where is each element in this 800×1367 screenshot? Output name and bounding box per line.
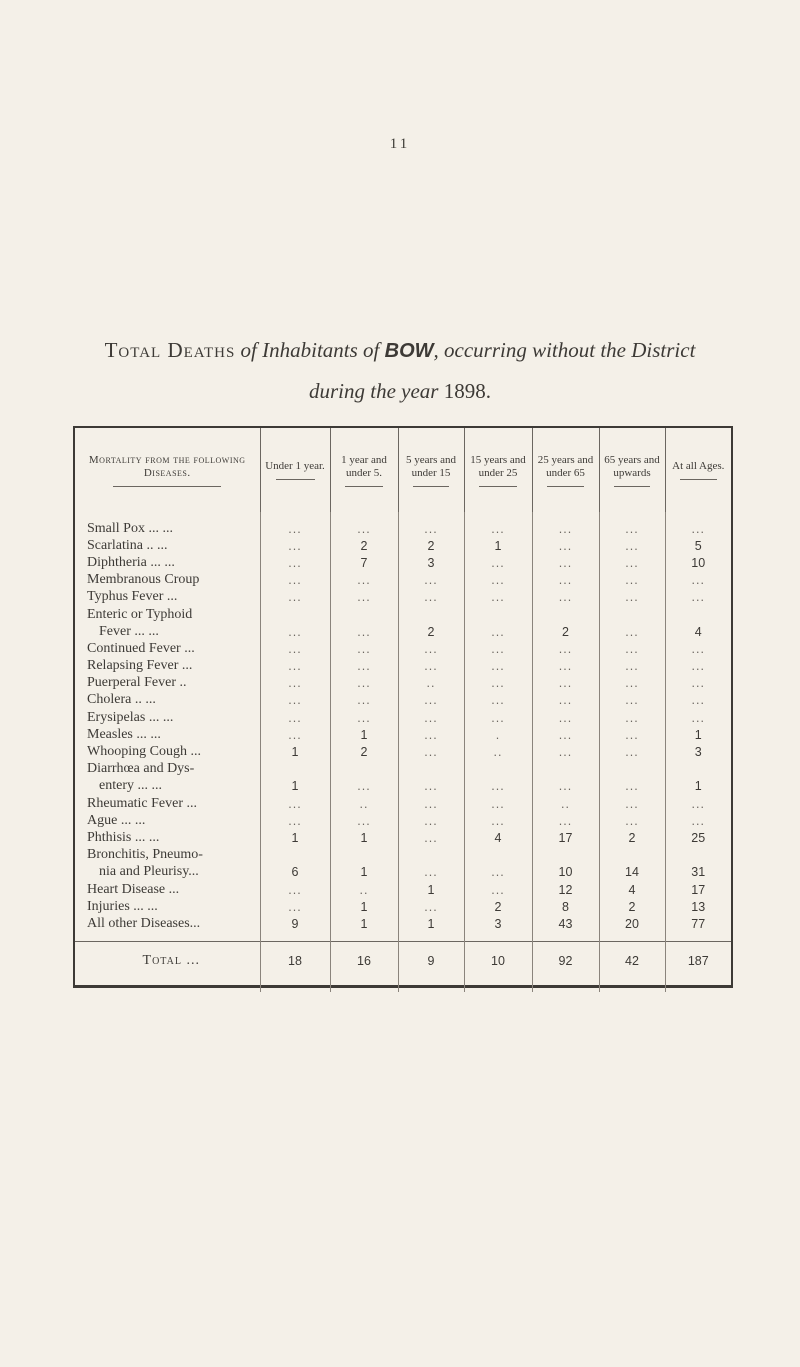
disease-name: Continued Fever ... [87, 640, 195, 656]
cell-15-to-25: ... [464, 623, 532, 640]
cell-1-to-5: 1 [330, 915, 398, 932]
cell-25-to-65: ... [532, 743, 599, 760]
table-row [75, 761, 731, 778]
cell-all-ages: 5 [665, 537, 731, 554]
cell-5-to-15: 3 [398, 554, 464, 571]
cell-5-to-15: ... [398, 778, 464, 795]
total-under-1: 18 [260, 941, 330, 980]
table-row [75, 795, 731, 812]
disease-name: Erysipelas ... ... [87, 709, 174, 725]
cell-all-ages: ... [665, 812, 731, 829]
header-5-to-15: 5 years and under 15 [398, 428, 464, 512]
cell-1-to-5: ... [330, 572, 398, 589]
cell-1-to-5 [330, 606, 398, 623]
cell-5-to-15: ... [398, 898, 464, 915]
cell-all-ages: 3 [665, 743, 731, 760]
cell-all-ages: ... [665, 640, 731, 657]
cell-5-to-15: ... [398, 829, 464, 846]
total-label: Total ... [75, 941, 260, 980]
cell-25-to-65: 10 [532, 864, 599, 881]
cell-1-to-5: 1 [330, 898, 398, 915]
cell-under-1: ... [260, 658, 330, 675]
cell-1-to-5: ... [330, 640, 398, 657]
cell-25-to-65: ... [532, 726, 599, 743]
cell-all-ages: ... [665, 572, 731, 589]
disease-name: Heart Disease ... [87, 881, 180, 897]
table-row [75, 537, 731, 554]
cell-25-to-65: 43 [532, 915, 599, 932]
table-row [75, 675, 731, 692]
cell-15-to-25: ... [464, 795, 532, 812]
cell-15-to-25: ... [464, 589, 532, 606]
cell-25-to-65: ... [532, 589, 599, 606]
total-5-to-15: 9 [398, 941, 464, 980]
table-row [75, 554, 731, 571]
cell-under-1: ... [260, 675, 330, 692]
total-15-to-25: 10 [464, 941, 532, 980]
cell-5-to-15: .. [398, 675, 464, 692]
disease-name: Diarrhœa and Dys- [87, 761, 195, 777]
cell-5-to-15: ... [398, 692, 464, 709]
table-row [75, 726, 731, 743]
cell-25-to-65: ... [532, 812, 599, 829]
title-total-deaths: Total Deaths [104, 338, 236, 362]
cell-all-ages: 31 [665, 864, 731, 881]
disease-name: Typhus Fever ... [87, 589, 178, 605]
title-line-2 [60, 371, 740, 411]
cell-1-to-5 [330, 847, 398, 864]
cell-65-upwards: ... [599, 692, 665, 709]
cell-1-to-5: ... [330, 623, 398, 640]
cell-65-upwards: 14 [599, 864, 665, 881]
cell-1-to-5: ... [330, 589, 398, 606]
mortality-table [75, 428, 731, 992]
cell-1-to-5: ... [330, 778, 398, 795]
table-row [75, 589, 731, 606]
title-of-inhabitants: of Inhabitants of [235, 338, 385, 362]
disease-name: Scarlatina .. ... [87, 537, 168, 553]
cell-5-to-15 [398, 761, 464, 778]
cell-25-to-65: 12 [532, 881, 599, 898]
cell-under-1: ... [260, 898, 330, 915]
cell-15-to-25 [464, 606, 532, 623]
table-row [75, 898, 731, 915]
cell-15-to-25: ... [464, 640, 532, 657]
cell-65-upwards: ... [599, 675, 665, 692]
cell-all-ages [665, 606, 731, 623]
cell-all-ages: 10 [665, 554, 731, 571]
cell-under-1: 1 [260, 778, 330, 795]
table-row [75, 623, 731, 640]
cell-65-upwards: ... [599, 658, 665, 675]
table-row [75, 864, 731, 881]
cell-25-to-65: 2 [532, 623, 599, 640]
cell-65-upwards: ... [599, 812, 665, 829]
cell-1-to-5: ... [330, 520, 398, 537]
cell-5-to-15: ... [398, 520, 464, 537]
cell-under-1: ... [260, 623, 330, 640]
cell-25-to-65: ... [532, 537, 599, 554]
cell-under-1: ... [260, 554, 330, 571]
table-row [75, 829, 731, 846]
cell-all-ages [665, 847, 731, 864]
table-row [75, 692, 731, 709]
header-disease: Mortality from the following Diseases. [75, 428, 260, 512]
table-row [75, 743, 731, 760]
cell-65-upwards: 2 [599, 898, 665, 915]
cell-1-to-5: 2 [330, 537, 398, 554]
cell-65-upwards: ... [599, 709, 665, 726]
cell-15-to-25: ... [464, 864, 532, 881]
cell-65-upwards: 20 [599, 915, 665, 932]
cell-5-to-15: ... [398, 812, 464, 829]
cell-5-to-15 [398, 606, 464, 623]
cell-1-to-5: .. [330, 795, 398, 812]
disease-name: Fever ... ... [99, 623, 159, 639]
cell-65-upwards: ... [599, 520, 665, 537]
cell-65-upwards: ... [599, 554, 665, 571]
cell-all-ages: ... [665, 709, 731, 726]
cell-15-to-25: ... [464, 709, 532, 726]
title-occurring: , occurring without the District [433, 338, 696, 362]
cell-all-ages: 17 [665, 881, 731, 898]
cell-65-upwards: ... [599, 726, 665, 743]
cell-15-to-25: ... [464, 778, 532, 795]
cell-25-to-65: 17 [532, 829, 599, 846]
table-header-row [75, 428, 731, 512]
cell-15-to-25 [464, 761, 532, 778]
table-row [75, 572, 731, 589]
disease-name: Enteric or Typhoid [87, 606, 193, 622]
disease-name: Ague ... ... [87, 812, 146, 828]
cell-all-ages: 1 [665, 726, 731, 743]
cell-25-to-65: 8 [532, 898, 599, 915]
cell-under-1 [260, 847, 330, 864]
title-district-name: BOW [384, 340, 434, 362]
cell-under-1: 1 [260, 743, 330, 760]
cell-15-to-25: .. [464, 743, 532, 760]
cell-all-ages: ... [665, 692, 731, 709]
cell-5-to-15: 1 [398, 915, 464, 932]
table-row [75, 847, 731, 864]
cell-under-1: 6 [260, 864, 330, 881]
cell-under-1: ... [260, 520, 330, 537]
cell-15-to-25: ... [464, 881, 532, 898]
cell-15-to-25: 2 [464, 898, 532, 915]
table-row [75, 658, 731, 675]
table-row [75, 778, 731, 795]
page-number: 11 [389, 136, 411, 152]
disease-name: All other Diseases... [87, 915, 201, 931]
cell-under-1: ... [260, 881, 330, 898]
cell-65-upwards: 2 [599, 829, 665, 846]
cell-5-to-15: ... [398, 589, 464, 606]
table-body [75, 512, 731, 992]
disease-name: Measles ... ... [87, 726, 161, 742]
cell-1-to-5: ... [330, 709, 398, 726]
cell-under-1: 1 [260, 829, 330, 846]
cell-all-ages: ... [665, 658, 731, 675]
cell-under-1: ... [260, 640, 330, 657]
cell-1-to-5: 1 [330, 726, 398, 743]
cell-1-to-5 [330, 761, 398, 778]
total-1-to-5: 16 [330, 941, 398, 980]
title-during: during the year [309, 379, 444, 403]
disease-name: Relapsing Fever ... [87, 658, 193, 674]
cell-65-upwards: ... [599, 640, 665, 657]
cell-under-1: ... [260, 589, 330, 606]
cell-65-upwards: ... [599, 778, 665, 795]
header-under-1: Under 1 year. [260, 428, 330, 512]
header-65-upwards: 65 years and upwards [599, 428, 665, 512]
total-25-to-65: 92 [532, 941, 599, 980]
cell-5-to-15: ... [398, 572, 464, 589]
cell-25-to-65 [532, 606, 599, 623]
disease-name: Whooping Cough ... [87, 744, 201, 760]
cell-15-to-25: ... [464, 572, 532, 589]
cell-under-1 [260, 761, 330, 778]
table-row [75, 520, 731, 537]
cell-all-ages: ... [665, 520, 731, 537]
header-15-to-25: 15 years and under 25 [464, 428, 532, 512]
cell-under-1: ... [260, 709, 330, 726]
cell-all-ages: 1 [665, 778, 731, 795]
cell-under-1: 9 [260, 915, 330, 932]
cell-65-upwards: ... [599, 572, 665, 589]
cell-65-upwards [599, 606, 665, 623]
cell-15-to-25: ... [464, 812, 532, 829]
cell-65-upwards: ... [599, 623, 665, 640]
disease-name: Membranous Croup [87, 572, 200, 588]
cell-5-to-15: ... [398, 658, 464, 675]
cell-all-ages: ... [665, 589, 731, 606]
cell-5-to-15: ... [398, 640, 464, 657]
table-row [75, 606, 731, 623]
cell-all-ages: ... [665, 795, 731, 812]
cell-5-to-15: ... [398, 743, 464, 760]
page-title [60, 330, 740, 411]
cell-1-to-5: 7 [330, 554, 398, 571]
cell-25-to-65 [532, 847, 599, 864]
cell-15-to-25: 1 [464, 537, 532, 554]
cell-1-to-5: ... [330, 812, 398, 829]
cell-under-1 [260, 606, 330, 623]
cell-65-upwards: ... [599, 795, 665, 812]
cell-5-to-15: 2 [398, 537, 464, 554]
cell-25-to-65: ... [532, 778, 599, 795]
cell-all-ages: 4 [665, 623, 731, 640]
header-1-to-5: 1 year and under 5. [330, 428, 398, 512]
total-row [75, 941, 731, 980]
disease-name: nia and Pleurisy... [99, 864, 199, 880]
cell-1-to-5: 2 [330, 743, 398, 760]
header-all-ages: At all Ages. [665, 428, 731, 512]
table-row [75, 881, 731, 898]
disease-name: Small Pox ... ... [87, 520, 173, 536]
cell-25-to-65: ... [532, 572, 599, 589]
cell-5-to-15: ... [398, 726, 464, 743]
mortality-table-frame [73, 426, 733, 988]
table-row [75, 640, 731, 657]
cell-25-to-65 [532, 761, 599, 778]
title-year: 1898. [443, 379, 491, 403]
cell-25-to-65: ... [532, 658, 599, 675]
disease-name: Diphtheria ... ... [87, 554, 175, 570]
cell-all-ages: 25 [665, 829, 731, 846]
disease-name: Puerperal Fever .. [87, 675, 187, 691]
disease-name: Rheumatic Fever ... [87, 795, 198, 811]
cell-1-to-5: ... [330, 658, 398, 675]
cell-5-to-15: ... [398, 709, 464, 726]
cell-under-1: ... [260, 692, 330, 709]
header-25-to-65: 25 years and under 65 [532, 428, 599, 512]
cell-all-ages [665, 761, 731, 778]
cell-5-to-15: 2 [398, 623, 464, 640]
cell-65-upwards: 4 [599, 881, 665, 898]
cell-65-upwards: ... [599, 589, 665, 606]
cell-under-1: ... [260, 812, 330, 829]
cell-under-1: ... [260, 795, 330, 812]
cell-5-to-15: ... [398, 795, 464, 812]
cell-15-to-25: ... [464, 675, 532, 692]
cell-25-to-65: ... [532, 640, 599, 657]
cell-under-1: ... [260, 572, 330, 589]
disease-name: entery ... ... [99, 778, 162, 794]
cell-all-ages: ... [665, 675, 731, 692]
table-row [75, 915, 731, 932]
cell-15-to-25: ... [464, 554, 532, 571]
cell-15-to-25: . [464, 726, 532, 743]
cell-25-to-65: ... [532, 520, 599, 537]
cell-15-to-25: ... [464, 658, 532, 675]
cell-under-1: ... [260, 726, 330, 743]
cell-15-to-25: ... [464, 692, 532, 709]
total-65-upwards: 42 [599, 941, 665, 980]
cell-15-to-25: 3 [464, 915, 532, 932]
total-all-ages: 187 [665, 941, 731, 980]
cell-under-1: ... [260, 537, 330, 554]
disease-name: Phthisis ... ... [87, 829, 160, 845]
cell-1-to-5: .. [330, 881, 398, 898]
cell-1-to-5: ... [330, 675, 398, 692]
cell-15-to-25: ... [464, 520, 532, 537]
cell-15-to-25: 4 [464, 829, 532, 846]
title-line-1 [60, 330, 740, 371]
cell-25-to-65: ... [532, 675, 599, 692]
cell-65-upwards [599, 847, 665, 864]
cell-65-upwards: ... [599, 743, 665, 760]
table-row [75, 812, 731, 829]
disease-name: Cholera .. ... [87, 692, 156, 708]
cell-5-to-15 [398, 847, 464, 864]
cell-25-to-65: ... [532, 554, 599, 571]
disease-name: Bronchitis, Pneumo- [87, 847, 203, 863]
table-row [75, 709, 731, 726]
cell-65-upwards: ... [599, 537, 665, 554]
cell-1-to-5: ... [330, 692, 398, 709]
cell-15-to-25 [464, 847, 532, 864]
cell-1-to-5: 1 [330, 864, 398, 881]
cell-25-to-65: ... [532, 692, 599, 709]
cell-5-to-15: 1 [398, 881, 464, 898]
cell-1-to-5: 1 [330, 829, 398, 846]
disease-name: Injuries ... ... [87, 898, 158, 914]
cell-65-upwards [599, 761, 665, 778]
cell-all-ages: 77 [665, 915, 731, 932]
cell-all-ages: 13 [665, 898, 731, 915]
cell-25-to-65: .. [532, 795, 599, 812]
cell-25-to-65: ... [532, 709, 599, 726]
cell-5-to-15: ... [398, 864, 464, 881]
